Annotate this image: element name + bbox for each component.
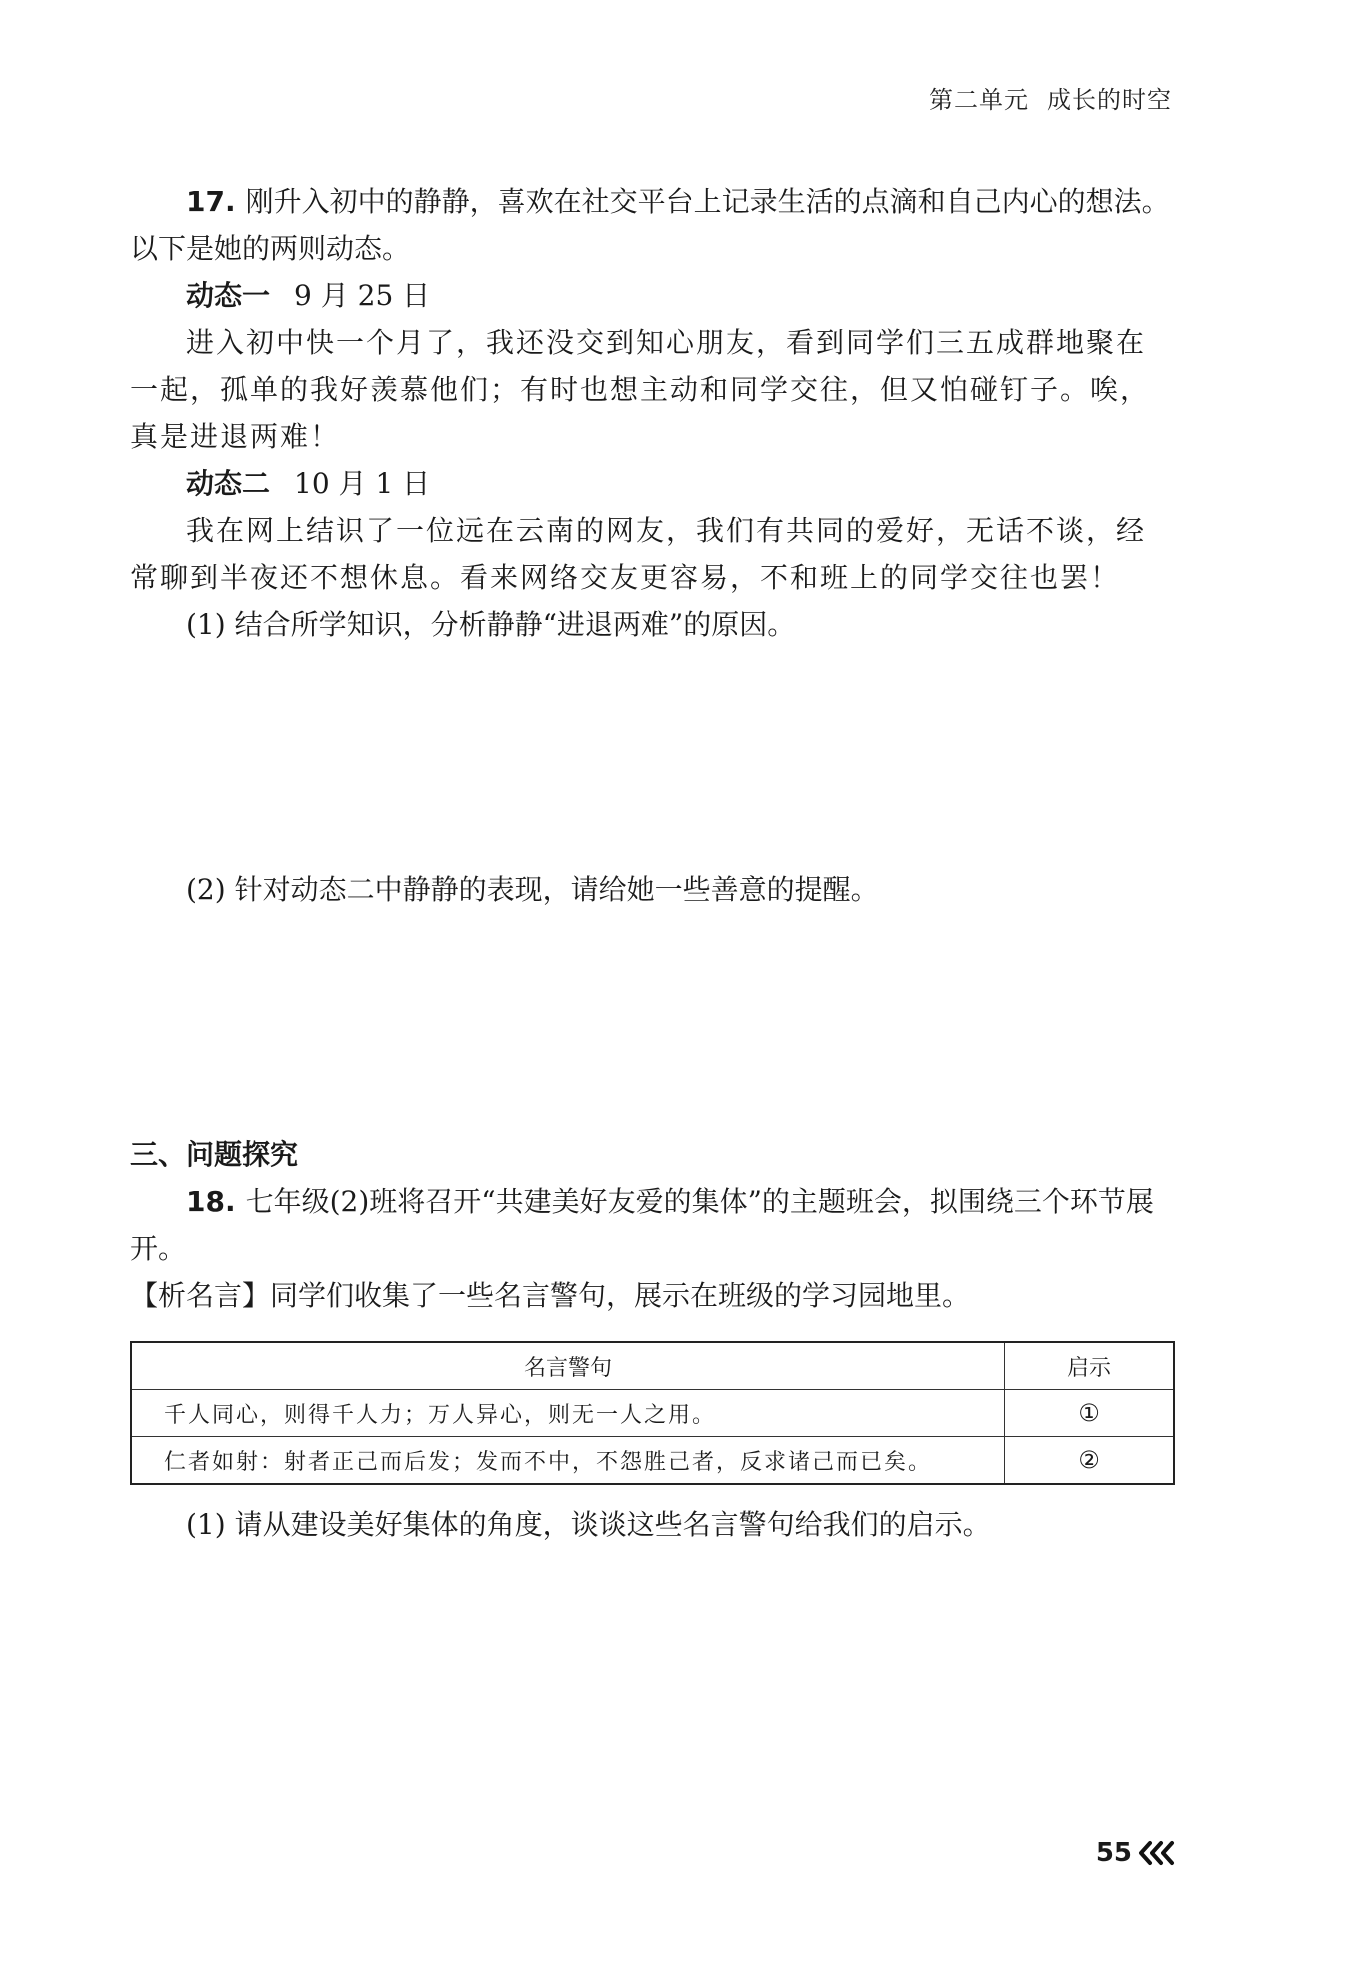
post-1-body: 进入初中快一个月了，我还没交到知心朋友，看到同学们三五成群地聚在一起，孤单的我好羡慕他们；有时也想主动和同学交往，但又怕碰钉子。唉，真是进退两难！: [130, 326, 1151, 453]
post-2-body: 我在网上结识了一位远在云南的网友，我们有共同的爱好，无话不谈，经常聊到半夜还不想休息。看来网络交友更容易，不和班上的同学交往也罢！: [130, 514, 1147, 594]
question-number: 17.: [186, 185, 236, 218]
post-2-title: 动态二: [186, 467, 271, 500]
insight-cell[interactable]: ①: [1005, 1390, 1175, 1437]
triple-chevron-left-icon: [1138, 1840, 1178, 1866]
question-18-part-intro: [130, 1272, 1175, 1319]
unit-label: 第二单元: [929, 86, 1029, 114]
post-1-title: 动态一: [186, 279, 271, 312]
question-17-sub-2: (2) 针对动态二中静静的表现，请给她一些善意的提醒。: [186, 873, 879, 906]
part-text: 同学们收集了一些名言警句，展示在班级的学习园地里。: [270, 1279, 971, 1312]
post-2-header: [130, 460, 1175, 507]
table-row: [131, 1390, 1174, 1437]
post-2-date: 10 月 1 日: [294, 467, 431, 500]
column-header-quotes: 名言警句: [131, 1342, 1005, 1390]
post-1-header: [130, 272, 1175, 319]
answer-space-17-2[interactable]: [130, 913, 1175, 1131]
quote-cell: 千人同心，则得千人力；万人异心，则无一人之用。: [131, 1390, 1005, 1437]
table-header-row: [131, 1342, 1174, 1390]
unit-title: 成长的时空: [1047, 86, 1172, 114]
table-row: [131, 1437, 1174, 1485]
answer-space-18-1[interactable]: [130, 1548, 1175, 1748]
question-18-stem: [130, 1178, 1175, 1272]
insight-cell[interactable]: ②: [1005, 1437, 1175, 1485]
page-content: [130, 178, 1175, 1748]
question-17-sub-1: (1) 结合所学知识，分析静静“进退两难”的原因。: [186, 608, 796, 641]
section-title: 三、问题探究: [130, 1138, 299, 1171]
page-number: 55: [1095, 1838, 1132, 1868]
post-1-date: 9 月 25 日: [294, 279, 431, 312]
running-header: [929, 80, 1172, 115]
column-header-insight: 启示: [1005, 1342, 1175, 1390]
part-label: 【析名言】: [130, 1279, 271, 1312]
question-number: 18.: [186, 1185, 236, 1218]
answer-space-17-1[interactable]: [130, 648, 1175, 866]
question-stem-text: 刚升入初中的静静，喜欢在社交平台上记录生活的点滴和自己内心的想法。以下是她的两则动态。: [130, 185, 1170, 265]
page-footer: [1096, 1838, 1178, 1868]
question-stem-text: 七年级(2)班将召开“共建美好友爱的集体”的主题班会，拟围绕三个环节展开。: [130, 1185, 1154, 1265]
quote-cell: 仁者如射：射者正己而后发；发而不中，不怨胜己者，反求诸己而已矣。: [131, 1437, 1005, 1485]
question-17-stem: [130, 178, 1175, 272]
quotes-table: [130, 1341, 1175, 1485]
question-18-sub-1: (1) 请从建设美好集体的角度，谈谈这些名言警句给我们的启示。: [186, 1508, 991, 1541]
